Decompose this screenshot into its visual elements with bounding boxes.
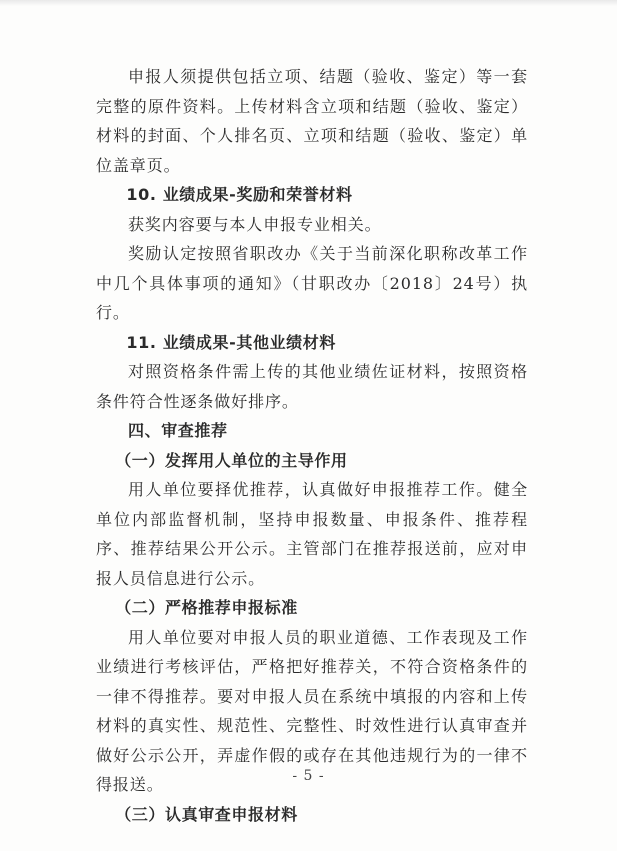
scan-edge — [0, 0, 617, 6]
heading-review-materials: （三）认真审查申报材料 — [115, 804, 298, 824]
paragraph-awards-relevance: 获奖内容要与本人申报专业相关。 — [128, 214, 382, 234]
heading-review-recommendation: 四、审查推荐 — [128, 421, 228, 440]
paragraph-original-materials: 申报人须提供包括立项、结题（验收、鉴定）等一套完整的原件资料。上传材料含立项和结题（验收、鉴定）材料的封面、个人排名页、立项和结题（验收、鉴定）单位盖章页。 — [96, 67, 528, 175]
paragraph-awards-recognition: 奖励认定按照省职改办《关于当前深化职称改革工作中几个具体事项的通知》（甘职改办〔2018〕24号）执行。 — [96, 244, 528, 322]
heading-other-achievements: 11. 业绩成果-其他业绩材料 — [126, 332, 336, 352]
heading-awards-materials: 10. 业绩成果-奖励和荣誉材料 — [126, 185, 353, 204]
document-body — [96, 62, 528, 829]
page-number: - 5 - — [292, 768, 325, 784]
paragraph-strict-standards: 用人单位要对申报人员的职业道德、工作表现及工作业绩进行考核评估，严格把好推荐关，不符合资格条件的一律不得推荐。要对申报人员在系统中填报的内容和上传材料的真实性、规范性、完整性、时效性进行认真审查并做好公示公开，弄虚作假的或存在其他违规行为的一律不得报送。 — [96, 627, 528, 794]
heading-employer-role: （一）发挥用人单位的主导作用 — [115, 450, 348, 470]
paragraph-employer-role: 用人单位要择优推荐，认真做好申报推荐工作。健全单位内部监督机制，坚持申报数量、申报条件、推荐程序、推荐结果公开公示。主管部门在推荐报送前，应对申报人员信息进行公示。 — [96, 480, 528, 588]
heading-strict-standards: （二）严格推荐申报标准 — [115, 598, 298, 617]
paragraph-other-achievements: 对照资格条件需上传的其他业绩佐证材料，按照资格条件符合性逐条做好排序。 — [96, 362, 528, 411]
